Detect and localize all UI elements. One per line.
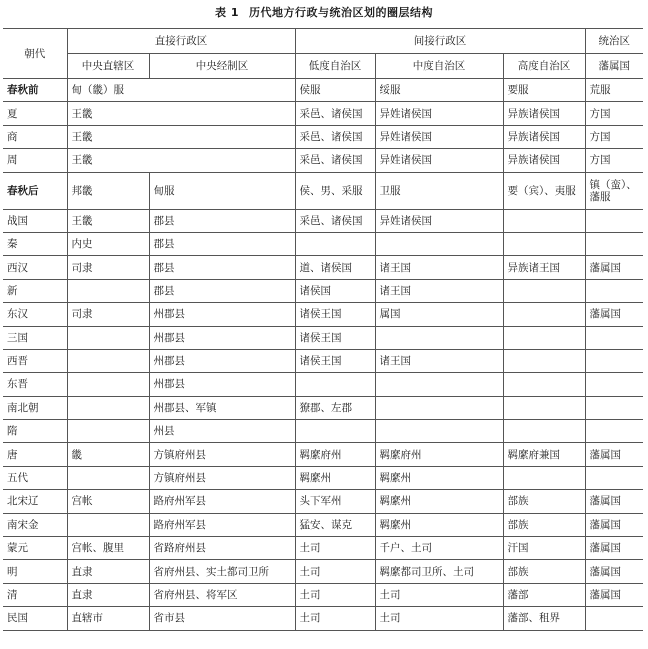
cell-c4: 诸王国 <box>375 279 503 302</box>
table-row <box>3 172 643 209</box>
cell-c6 <box>585 373 643 396</box>
cell-c4: 千户、土司 <box>375 537 503 560</box>
cell-c3: 侯、男、采服 <box>295 172 375 209</box>
table-row <box>3 420 643 443</box>
cell-c1 <box>67 373 149 396</box>
cell-dynasty: 南北朝 <box>3 396 67 419</box>
cell-c6 <box>585 420 643 443</box>
cell-c2: 路府州军县 <box>149 490 295 513</box>
cell-c2: 郡县 <box>149 256 295 279</box>
header-rule-zone: 统治区 <box>585 29 643 54</box>
cell-c2: 州郡县、军镇 <box>149 396 295 419</box>
cell-c1: 司隶 <box>67 256 149 279</box>
cell-c6 <box>585 209 643 232</box>
cell-c4: 羁縻府州 <box>375 443 503 466</box>
cell-c5 <box>503 396 585 419</box>
cell-c3: 道、诸侯国 <box>295 256 375 279</box>
cell-dynasty: 夏 <box>3 102 67 125</box>
cell-c2: 州郡县 <box>149 303 295 326</box>
cell-c2: 方镇府州县 <box>149 443 295 466</box>
cell-c1 <box>67 349 149 372</box>
cell-c4: 羁縻都司卫所、土司 <box>375 560 503 583</box>
cell-c4 <box>375 396 503 419</box>
cell-c6: 方国 <box>585 149 643 172</box>
cell-c3: 诸侯王国 <box>295 303 375 326</box>
cell-c5 <box>503 279 585 302</box>
cell-c5: 部族 <box>503 560 585 583</box>
cell-c1: 直辖市 <box>67 607 149 630</box>
cell-c2: 州县 <box>149 420 295 443</box>
cell-c4: 诸王国 <box>375 349 503 372</box>
cell-c3: 头下军州 <box>295 490 375 513</box>
cell-dynasty: 商 <box>3 125 67 148</box>
cell-c3: 采邑、诸侯国 <box>295 102 375 125</box>
cell-dynasty: 秦 <box>3 232 67 255</box>
header-mid-autonomy: 中度自治区 <box>375 54 503 79</box>
cell-c3: 采邑、诸侯国 <box>295 149 375 172</box>
cell-c5 <box>503 373 585 396</box>
cell-c6 <box>585 607 643 630</box>
cell-c2: 省路府州县 <box>149 537 295 560</box>
table-row <box>3 125 643 148</box>
cell-c1: 直隶 <box>67 560 149 583</box>
cell-c1: 王畿 <box>67 149 295 172</box>
cell-c6: 藩属国 <box>585 443 643 466</box>
cell-c4 <box>375 420 503 443</box>
cell-c5 <box>503 326 585 349</box>
table-row <box>3 232 643 255</box>
cell-c5 <box>503 303 585 326</box>
cell-c4: 异姓诸侯国 <box>375 102 503 125</box>
cell-c5: 藩部 <box>503 583 585 606</box>
table-row <box>3 279 643 302</box>
table-row <box>3 373 643 396</box>
cell-c6 <box>585 396 643 419</box>
cell-c3: 猛安、谋克 <box>295 513 375 536</box>
cell-c6: 方国 <box>585 102 643 125</box>
cell-c3: 采邑、诸侯国 <box>295 209 375 232</box>
cell-c6: 藩属国 <box>585 583 643 606</box>
cell-c2: 方镇府州县 <box>149 466 295 489</box>
cell-c1: 王畿 <box>67 125 295 148</box>
header-central-managed: 中央经制区 <box>149 54 295 79</box>
cell-c5: 异族诸侯国 <box>503 149 585 172</box>
cell-c4 <box>375 326 503 349</box>
cell-c3: 诸侯王国 <box>295 326 375 349</box>
cell-c1 <box>67 420 149 443</box>
header-row-1 <box>3 29 643 54</box>
cell-c1 <box>67 466 149 489</box>
header-direct-admin: 直接行政区 <box>67 29 295 54</box>
cell-c3: 羁縻州 <box>295 466 375 489</box>
cell-c5 <box>503 209 585 232</box>
cell-dynasty: 明 <box>3 560 67 583</box>
cell-c4 <box>375 373 503 396</box>
cell-c6: 荒服 <box>585 79 643 102</box>
cell-c3: 土司 <box>295 607 375 630</box>
cell-c6: 藩属国 <box>585 256 643 279</box>
cell-c5: 异族诸侯国 <box>503 125 585 148</box>
table-row <box>3 607 643 630</box>
cell-c1: 内史 <box>67 232 149 255</box>
cell-c3: 侯服 <box>295 79 375 102</box>
cell-dynasty: 春秋前 <box>3 79 67 102</box>
cell-c4: 绥服 <box>375 79 503 102</box>
cell-c1: 王畿 <box>67 102 295 125</box>
cell-c6: 藩属国 <box>585 560 643 583</box>
cell-c1 <box>67 513 149 536</box>
cell-c1: 王畿 <box>67 209 149 232</box>
cell-c2: 郡县 <box>149 209 295 232</box>
cell-c3: 羁縻府州 <box>295 443 375 466</box>
cell-c3: 诸侯王国 <box>295 349 375 372</box>
cell-c5: 藩部、租界 <box>503 607 585 630</box>
cell-c5: 羁縻府兼国 <box>503 443 585 466</box>
cell-c5: 部族 <box>503 513 585 536</box>
cell-c2: 郡县 <box>149 232 295 255</box>
table-row <box>3 149 643 172</box>
header-indirect-admin: 间接行政区 <box>295 29 585 54</box>
table-row <box>3 560 643 583</box>
cell-c1: 邦畿 <box>67 172 149 209</box>
cell-c5: 异族诸侯国 <box>503 102 585 125</box>
cell-c6 <box>585 466 643 489</box>
cell-c6: 藩属国 <box>585 513 643 536</box>
table-row <box>3 513 643 536</box>
header-central-direct: 中央直辖区 <box>67 54 149 79</box>
caption-number: 表 1 <box>215 6 239 19</box>
cell-c2: 甸服 <box>149 172 295 209</box>
cell-dynasty: 五代 <box>3 466 67 489</box>
cell-c4: 羁縻州 <box>375 466 503 489</box>
cell-c6: 方国 <box>585 125 643 148</box>
cell-c2: 省市县 <box>149 607 295 630</box>
cell-c5: 汗国 <box>503 537 585 560</box>
cell-c6: 镇（蛮）、藩服 <box>585 172 643 209</box>
header-dynasty: 朝代 <box>3 29 67 79</box>
cell-c1: 宫帐 <box>67 490 149 513</box>
cell-dynasty: 东汉 <box>3 303 67 326</box>
cell-c6: 藩属国 <box>585 490 643 513</box>
cell-c5 <box>503 349 585 372</box>
cell-c2: 州郡县 <box>149 373 295 396</box>
table-row <box>3 537 643 560</box>
cell-dynasty: 周 <box>3 149 67 172</box>
cell-c1 <box>67 279 149 302</box>
header-vassal: 藩属国 <box>585 54 643 79</box>
header-low-autonomy: 低度自治区 <box>295 54 375 79</box>
cell-c5: 要（宾）、夷服 <box>503 172 585 209</box>
header-row-2 <box>3 54 643 79</box>
admin-structure-table <box>3 28 643 631</box>
table-row <box>3 466 643 489</box>
cell-dynasty: 隋 <box>3 420 67 443</box>
cell-c3: 诸侯国 <box>295 279 375 302</box>
cell-c4: 异姓诸侯国 <box>375 125 503 148</box>
cell-c3: 獠郡、左郡 <box>295 396 375 419</box>
cell-c1: 畿 <box>67 443 149 466</box>
cell-c4: 羁縻州 <box>375 490 503 513</box>
cell-c1: 宫帐、腹里 <box>67 537 149 560</box>
cell-c3: 土司 <box>295 537 375 560</box>
table-row <box>3 396 643 419</box>
table-row <box>3 102 643 125</box>
header-high-autonomy: 高度自治区 <box>503 54 585 79</box>
cell-c6: 藩属国 <box>585 537 643 560</box>
cell-c2: 路府州军县 <box>149 513 295 536</box>
cell-c3 <box>295 373 375 396</box>
cell-c2: 郡县 <box>149 279 295 302</box>
table-row <box>3 303 643 326</box>
cell-dynasty: 东晋 <box>3 373 67 396</box>
cell-dynasty: 三国 <box>3 326 67 349</box>
cell-c6 <box>585 326 643 349</box>
cell-c3: 土司 <box>295 583 375 606</box>
cell-c4 <box>375 232 503 255</box>
cell-c4: 卫服 <box>375 172 503 209</box>
cell-dynasty: 唐 <box>3 443 67 466</box>
cell-c3: 采邑、诸侯国 <box>295 125 375 148</box>
cell-dynasty: 清 <box>3 583 67 606</box>
cell-c5: 部族 <box>503 490 585 513</box>
cell-c2: 省府州县、实土都司卫所 <box>149 560 295 583</box>
table-row <box>3 79 643 102</box>
cell-c5 <box>503 232 585 255</box>
cell-c2: 州郡县 <box>149 326 295 349</box>
cell-c6: 藩属国 <box>585 303 643 326</box>
caption-title: 历代地方行政与统治区划的圈层结构 <box>248 6 433 19</box>
cell-c4: 土司 <box>375 583 503 606</box>
cell-c4: 异姓诸侯国 <box>375 209 503 232</box>
cell-c3 <box>295 232 375 255</box>
cell-c2: 州郡县 <box>149 349 295 372</box>
cell-dynasty: 蒙元 <box>3 537 67 560</box>
cell-c3: 土司 <box>295 560 375 583</box>
cell-dynasty: 西汉 <box>3 256 67 279</box>
table-row <box>3 443 643 466</box>
cell-dynasty: 春秋后 <box>3 172 67 209</box>
cell-c4: 诸王国 <box>375 256 503 279</box>
cell-dynasty: 新 <box>3 279 67 302</box>
cell-c4: 属国 <box>375 303 503 326</box>
cell-dynasty: 南宋金 <box>3 513 67 536</box>
cell-dynasty: 民国 <box>3 607 67 630</box>
cell-c1: 直隶 <box>67 583 149 606</box>
cell-c6 <box>585 232 643 255</box>
cell-c1: 甸（畿）服 <box>67 79 295 102</box>
table-caption <box>0 0 648 26</box>
table-row <box>3 349 643 372</box>
cell-c1 <box>67 396 149 419</box>
table-row <box>3 490 643 513</box>
cell-c5: 要服 <box>503 79 585 102</box>
cell-c6 <box>585 279 643 302</box>
cell-c5: 异族诸王国 <box>503 256 585 279</box>
cell-c1: 司隶 <box>67 303 149 326</box>
table-row <box>3 256 643 279</box>
cell-dynasty: 北宋辽 <box>3 490 67 513</box>
cell-c4: 土司 <box>375 607 503 630</box>
cell-c4: 异姓诸侯国 <box>375 149 503 172</box>
cell-dynasty: 战国 <box>3 209 67 232</box>
cell-c5 <box>503 466 585 489</box>
table-row <box>3 326 643 349</box>
cell-c6 <box>585 349 643 372</box>
table-row <box>3 583 643 606</box>
cell-dynasty: 西晋 <box>3 349 67 372</box>
cell-c1 <box>67 326 149 349</box>
cell-c3 <box>295 420 375 443</box>
cell-c2: 省府州县、将军区 <box>149 583 295 606</box>
cell-c5 <box>503 420 585 443</box>
cell-c4: 羁縻州 <box>375 513 503 536</box>
table-row <box>3 209 643 232</box>
